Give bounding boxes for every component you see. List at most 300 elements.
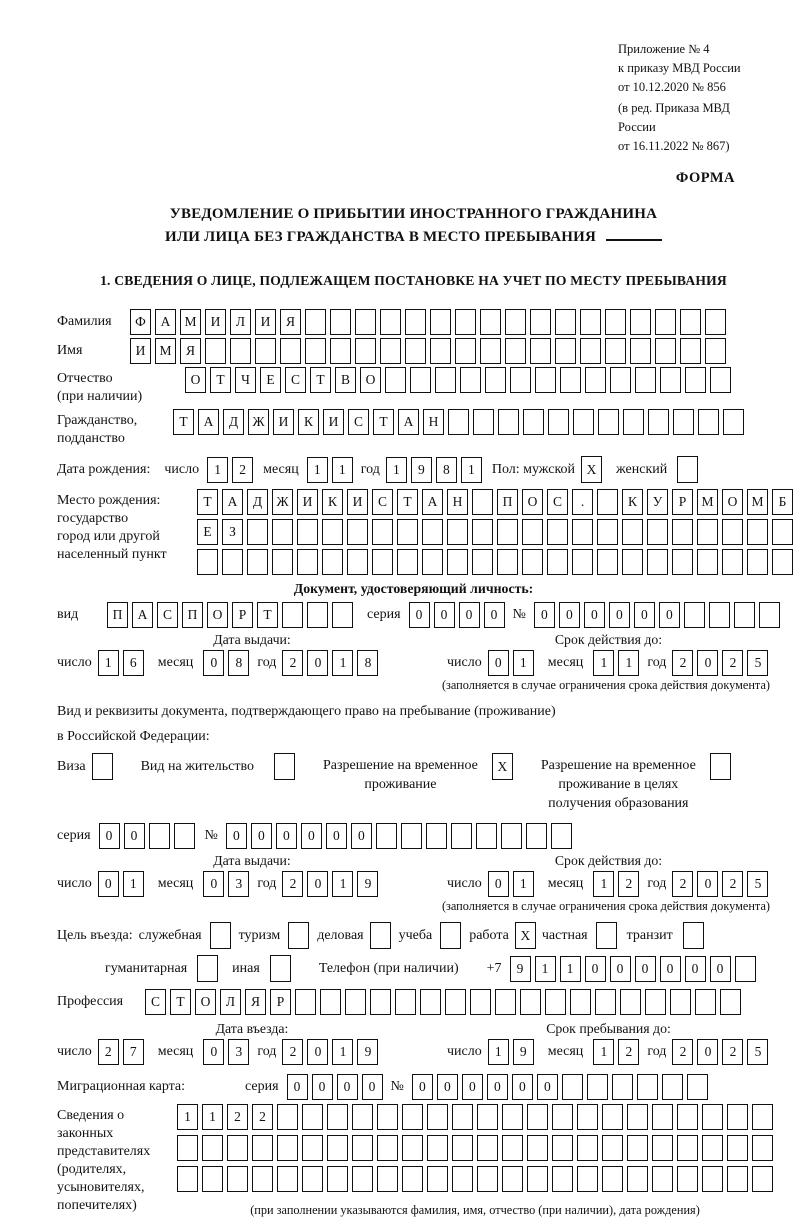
char-box[interactable]: 0	[584, 602, 605, 628]
char-box[interactable]: 0	[307, 871, 328, 897]
char-box[interactable]: Т	[173, 409, 194, 435]
char-box[interactable]: 0	[124, 823, 145, 849]
purpose-other-checkbox[interactable]	[270, 955, 291, 982]
char-box[interactable]: В	[335, 367, 356, 393]
char-box[interactable]: Т	[397, 489, 418, 515]
char-box[interactable]	[647, 549, 668, 575]
char-box[interactable]	[697, 519, 718, 545]
char-box[interactable]	[295, 989, 316, 1015]
char-box[interactable]	[547, 519, 568, 545]
char-box[interactable]	[662, 1074, 683, 1100]
char-box[interactable]: 2	[282, 1039, 303, 1065]
char-box[interactable]	[472, 519, 493, 545]
char-box[interactable]	[297, 549, 318, 575]
char-box[interactable]	[551, 823, 572, 849]
char-box[interactable]: 3	[228, 871, 249, 897]
char-box[interactable]	[527, 1104, 548, 1130]
char-box[interactable]: М	[155, 338, 176, 364]
char-box[interactable]: Д	[223, 409, 244, 435]
char-box[interactable]: Л	[220, 989, 241, 1015]
char-box[interactable]	[177, 1166, 198, 1192]
char-box[interactable]	[376, 823, 397, 849]
char-box[interactable]	[385, 367, 406, 393]
char-box[interactable]: И	[323, 409, 344, 435]
char-box[interactable]: И	[347, 489, 368, 515]
char-box[interactable]: 0	[609, 602, 630, 628]
char-box[interactable]: 5	[747, 871, 768, 897]
char-box[interactable]: 2	[672, 650, 693, 676]
temporary-permit-checkbox[interactable]: X	[492, 753, 513, 780]
char-box[interactable]	[452, 1104, 473, 1130]
char-box[interactable]	[526, 823, 547, 849]
char-box[interactable]	[710, 367, 731, 393]
char-box[interactable]: 2	[618, 871, 639, 897]
char-box[interactable]: 0	[226, 823, 247, 849]
char-box[interactable]	[307, 602, 328, 628]
char-box[interactable]: 0	[409, 602, 430, 628]
char-box[interactable]	[752, 1104, 773, 1130]
char-box[interactable]: К	[622, 489, 643, 515]
char-box[interactable]: А	[198, 409, 219, 435]
char-box[interactable]: 2	[232, 457, 253, 483]
char-box[interactable]	[197, 549, 218, 575]
char-box[interactable]	[402, 1135, 423, 1161]
char-box[interactable]: С	[348, 409, 369, 435]
char-box[interactable]	[402, 1166, 423, 1192]
char-box[interactable]	[727, 1135, 748, 1161]
char-box[interactable]	[347, 519, 368, 545]
char-box[interactable]	[735, 956, 756, 982]
char-box[interactable]: 0	[537, 1074, 558, 1100]
char-box[interactable]	[252, 1166, 273, 1192]
char-box[interactable]	[510, 367, 531, 393]
char-box[interactable]: 0	[559, 602, 580, 628]
char-box[interactable]: 0	[351, 823, 372, 849]
char-box[interactable]	[645, 989, 666, 1015]
char-box[interactable]	[327, 1166, 348, 1192]
char-box[interactable]: .	[572, 489, 593, 515]
char-box[interactable]	[352, 1135, 373, 1161]
char-box[interactable]	[297, 519, 318, 545]
char-box[interactable]	[222, 549, 243, 575]
char-box[interactable]: 0	[203, 1039, 224, 1065]
char-box[interactable]	[723, 409, 744, 435]
char-box[interactable]: 7	[123, 1039, 144, 1065]
char-box[interactable]	[502, 1166, 523, 1192]
char-box[interactable]	[672, 519, 693, 545]
char-box[interactable]	[695, 989, 716, 1015]
char-box[interactable]	[472, 549, 493, 575]
char-box[interactable]	[302, 1135, 323, 1161]
char-box[interactable]	[174, 823, 195, 849]
char-box[interactable]: П	[182, 602, 203, 628]
char-box[interactable]: П	[497, 489, 518, 515]
char-box[interactable]: 1	[202, 1104, 223, 1130]
char-box[interactable]: 1	[488, 1039, 509, 1065]
char-box[interactable]	[347, 549, 368, 575]
char-box[interactable]	[426, 823, 447, 849]
char-box[interactable]	[427, 1104, 448, 1130]
char-box[interactable]	[397, 519, 418, 545]
char-box[interactable]: С	[372, 489, 393, 515]
char-box[interactable]: 2	[282, 871, 303, 897]
char-box[interactable]	[380, 338, 401, 364]
char-box[interactable]	[697, 549, 718, 575]
char-box[interactable]: 0	[434, 602, 455, 628]
char-box[interactable]	[452, 1135, 473, 1161]
char-box[interactable]: 0	[459, 602, 480, 628]
char-box[interactable]: 9	[513, 1039, 534, 1065]
char-box[interactable]: 2	[618, 1039, 639, 1065]
char-box[interactable]	[332, 602, 353, 628]
char-box[interactable]	[377, 1166, 398, 1192]
char-box[interactable]: 1	[98, 650, 119, 676]
char-box[interactable]	[605, 338, 626, 364]
visa-checkbox[interactable]	[92, 753, 113, 780]
char-box[interactable]	[555, 338, 576, 364]
char-box[interactable]	[572, 519, 593, 545]
char-box[interactable]	[747, 519, 768, 545]
char-box[interactable]	[377, 1104, 398, 1130]
char-box[interactable]	[677, 1104, 698, 1130]
char-box[interactable]: А	[422, 489, 443, 515]
purpose-work-checkbox[interactable]: X	[515, 922, 536, 949]
char-box[interactable]	[435, 367, 456, 393]
char-box[interactable]	[272, 519, 293, 545]
char-box[interactable]: Я	[280, 309, 301, 335]
char-box[interactable]	[327, 1104, 348, 1130]
char-box[interactable]	[352, 1166, 373, 1192]
char-box[interactable]	[552, 1104, 573, 1130]
char-box[interactable]: 9	[510, 956, 531, 982]
char-box[interactable]	[445, 989, 466, 1015]
char-box[interactable]: Л	[230, 309, 251, 335]
char-box[interactable]	[573, 409, 594, 435]
char-box[interactable]	[372, 519, 393, 545]
char-box[interactable]	[476, 823, 497, 849]
char-box[interactable]	[772, 549, 793, 575]
char-box[interactable]: З	[222, 519, 243, 545]
char-box[interactable]	[562, 1074, 583, 1100]
char-box[interactable]: Ф	[130, 309, 151, 335]
purpose-private-checkbox[interactable]	[596, 922, 617, 949]
char-box[interactable]: Т	[197, 489, 218, 515]
char-box[interactable]	[470, 989, 491, 1015]
char-box[interactable]	[673, 409, 694, 435]
char-box[interactable]: Т	[373, 409, 394, 435]
char-box[interactable]: 1	[332, 1039, 353, 1065]
char-box[interactable]	[377, 1135, 398, 1161]
char-box[interactable]	[602, 1166, 623, 1192]
purpose-tourism-checkbox[interactable]	[288, 922, 309, 949]
char-box[interactable]	[552, 1166, 573, 1192]
residence-permit-checkbox[interactable]	[274, 753, 295, 780]
char-box[interactable]: О	[207, 602, 228, 628]
char-box[interactable]	[472, 489, 493, 515]
char-box[interactable]: Т	[310, 367, 331, 393]
char-box[interactable]	[635, 367, 656, 393]
char-box[interactable]: Е	[260, 367, 281, 393]
char-box[interactable]: 0	[287, 1074, 308, 1100]
char-box[interactable]	[480, 309, 501, 335]
char-box[interactable]: 8	[357, 650, 378, 676]
char-box[interactable]	[430, 338, 451, 364]
char-box[interactable]: Р	[270, 989, 291, 1015]
char-box[interactable]	[247, 549, 268, 575]
char-box[interactable]: 0	[412, 1074, 433, 1100]
char-box[interactable]: 1	[593, 650, 614, 676]
char-box[interactable]	[772, 519, 793, 545]
char-box[interactable]	[477, 1135, 498, 1161]
char-box[interactable]	[598, 409, 619, 435]
char-box[interactable]: 1	[307, 457, 328, 483]
char-box[interactable]: 2	[252, 1104, 273, 1130]
char-box[interactable]	[498, 409, 519, 435]
char-box[interactable]: 2	[282, 650, 303, 676]
char-box[interactable]: 1	[177, 1104, 198, 1130]
char-box[interactable]	[327, 1135, 348, 1161]
char-box[interactable]	[705, 309, 726, 335]
char-box[interactable]: 0	[697, 871, 718, 897]
char-box[interactable]: Т	[257, 602, 278, 628]
char-box[interactable]	[597, 519, 618, 545]
char-box[interactable]	[530, 338, 551, 364]
char-box[interactable]: 1	[207, 457, 228, 483]
char-box[interactable]: 0	[488, 650, 509, 676]
char-box[interactable]: 0	[659, 602, 680, 628]
char-box[interactable]	[330, 338, 351, 364]
char-box[interactable]: 0	[203, 650, 224, 676]
char-box[interactable]: 1	[513, 871, 534, 897]
char-box[interactable]: Н	[423, 409, 444, 435]
char-box[interactable]: 0	[326, 823, 347, 849]
char-box[interactable]	[422, 519, 443, 545]
char-box[interactable]	[355, 309, 376, 335]
char-box[interactable]: 9	[357, 871, 378, 897]
char-box[interactable]	[622, 549, 643, 575]
char-box[interactable]: 1	[332, 457, 353, 483]
char-box[interactable]	[702, 1104, 723, 1130]
char-box[interactable]	[680, 338, 701, 364]
char-box[interactable]	[355, 338, 376, 364]
char-box[interactable]	[455, 309, 476, 335]
char-box[interactable]: 0	[697, 1039, 718, 1065]
char-box[interactable]	[637, 1074, 658, 1100]
char-box[interactable]: 0	[462, 1074, 483, 1100]
char-box[interactable]	[547, 549, 568, 575]
char-box[interactable]: 0	[307, 650, 328, 676]
char-box[interactable]	[405, 309, 426, 335]
char-box[interactable]: 0	[98, 871, 119, 897]
char-box[interactable]	[652, 1135, 673, 1161]
purpose-transit-checkbox[interactable]	[683, 922, 704, 949]
char-box[interactable]	[597, 489, 618, 515]
char-box[interactable]: 0	[697, 650, 718, 676]
char-box[interactable]	[302, 1166, 323, 1192]
char-box[interactable]	[277, 1166, 298, 1192]
char-box[interactable]	[677, 1166, 698, 1192]
char-box[interactable]	[422, 549, 443, 575]
char-box[interactable]: О	[722, 489, 743, 515]
char-box[interactable]	[302, 1104, 323, 1130]
char-box[interactable]: М	[697, 489, 718, 515]
char-box[interactable]	[401, 823, 422, 849]
char-box[interactable]: 0	[251, 823, 272, 849]
char-box[interactable]	[759, 602, 780, 628]
char-box[interactable]	[610, 367, 631, 393]
char-box[interactable]: 2	[672, 1039, 693, 1065]
char-box[interactable]: 5	[747, 1039, 768, 1065]
char-box[interactable]: 0	[487, 1074, 508, 1100]
char-box[interactable]	[522, 549, 543, 575]
char-box[interactable]: А	[398, 409, 419, 435]
char-box[interactable]: Т	[210, 367, 231, 393]
char-box[interactable]	[630, 309, 651, 335]
char-box[interactable]: 1	[535, 956, 556, 982]
char-box[interactable]: 1	[332, 871, 353, 897]
char-box[interactable]	[230, 338, 251, 364]
char-box[interactable]	[305, 309, 326, 335]
char-box[interactable]	[397, 549, 418, 575]
char-box[interactable]	[602, 1104, 623, 1130]
char-box[interactable]: 0	[710, 956, 731, 982]
char-box[interactable]	[473, 409, 494, 435]
char-box[interactable]	[652, 1166, 673, 1192]
char-box[interactable]	[577, 1104, 598, 1130]
char-box[interactable]	[505, 309, 526, 335]
char-box[interactable]	[227, 1135, 248, 1161]
char-box[interactable]: 0	[534, 602, 555, 628]
char-box[interactable]	[520, 989, 541, 1015]
char-box[interactable]: 1	[332, 650, 353, 676]
char-box[interactable]	[501, 823, 522, 849]
char-box[interactable]: С	[157, 602, 178, 628]
char-box[interactable]	[595, 989, 616, 1015]
char-box[interactable]	[410, 367, 431, 393]
char-box[interactable]: Т	[170, 989, 191, 1015]
char-box[interactable]: М	[747, 489, 768, 515]
char-box[interactable]	[720, 989, 741, 1015]
char-box[interactable]: 1	[461, 457, 482, 483]
char-box[interactable]: Я	[245, 989, 266, 1015]
char-box[interactable]	[380, 309, 401, 335]
char-box[interactable]: 2	[722, 1039, 743, 1065]
char-box[interactable]	[202, 1135, 223, 1161]
purpose-official-checkbox[interactable]	[210, 922, 231, 949]
char-box[interactable]	[680, 309, 701, 335]
char-box[interactable]	[627, 1135, 648, 1161]
char-box[interactable]: 2	[722, 650, 743, 676]
char-box[interactable]: 0	[635, 956, 656, 982]
char-box[interactable]: 1	[593, 871, 614, 897]
char-box[interactable]	[202, 1166, 223, 1192]
char-box[interactable]	[523, 409, 544, 435]
char-box[interactable]	[747, 549, 768, 575]
char-box[interactable]	[255, 338, 276, 364]
char-box[interactable]	[460, 367, 481, 393]
char-box[interactable]	[277, 1104, 298, 1130]
char-box[interactable]	[177, 1135, 198, 1161]
char-box[interactable]	[477, 1104, 498, 1130]
char-box[interactable]: 8	[228, 650, 249, 676]
education-permit-checkbox[interactable]	[710, 753, 731, 780]
char-box[interactable]: 2	[98, 1039, 119, 1065]
char-box[interactable]	[752, 1135, 773, 1161]
purpose-business-checkbox[interactable]	[370, 922, 391, 949]
char-box[interactable]	[627, 1166, 648, 1192]
char-box[interactable]: 2	[227, 1104, 248, 1130]
char-box[interactable]	[560, 367, 581, 393]
char-box[interactable]	[427, 1135, 448, 1161]
char-box[interactable]	[535, 367, 556, 393]
char-box[interactable]	[709, 602, 730, 628]
char-box[interactable]	[447, 519, 468, 545]
char-box[interactable]	[577, 1135, 598, 1161]
char-box[interactable]: И	[205, 309, 226, 335]
char-box[interactable]: 2	[672, 871, 693, 897]
char-box[interactable]	[149, 823, 170, 849]
char-box[interactable]	[698, 409, 719, 435]
char-box[interactable]: 1	[618, 650, 639, 676]
char-box[interactable]	[205, 338, 226, 364]
char-box[interactable]: У	[647, 489, 668, 515]
char-box[interactable]	[722, 519, 743, 545]
char-box[interactable]	[452, 1166, 473, 1192]
char-box[interactable]	[722, 549, 743, 575]
char-box[interactable]	[685, 367, 706, 393]
char-box[interactable]	[527, 1135, 548, 1161]
char-box[interactable]	[655, 309, 676, 335]
char-box[interactable]: И	[273, 409, 294, 435]
char-box[interactable]	[648, 409, 669, 435]
char-box[interactable]: Б	[772, 489, 793, 515]
char-box[interactable]: 0	[301, 823, 322, 849]
char-box[interactable]: 9	[411, 457, 432, 483]
char-box[interactable]	[727, 1166, 748, 1192]
char-box[interactable]: С	[145, 989, 166, 1015]
char-box[interactable]: 0	[488, 871, 509, 897]
char-box[interactable]	[370, 989, 391, 1015]
char-box[interactable]: И	[297, 489, 318, 515]
char-box[interactable]	[497, 519, 518, 545]
char-box[interactable]	[702, 1166, 723, 1192]
char-box[interactable]	[572, 549, 593, 575]
char-box[interactable]: 1	[593, 1039, 614, 1065]
char-box[interactable]: О	[522, 489, 543, 515]
char-box[interactable]	[322, 519, 343, 545]
char-box[interactable]: И	[255, 309, 276, 335]
char-box[interactable]	[587, 1074, 608, 1100]
char-box[interactable]: 0	[484, 602, 505, 628]
char-box[interactable]: 5	[747, 650, 768, 676]
char-box[interactable]	[548, 409, 569, 435]
char-box[interactable]	[612, 1074, 633, 1100]
char-box[interactable]	[734, 602, 755, 628]
char-box[interactable]	[395, 989, 416, 1015]
sex-male-checkbox[interactable]: X	[581, 456, 602, 483]
char-box[interactable]	[280, 338, 301, 364]
char-box[interactable]	[527, 1166, 548, 1192]
char-box[interactable]: 0	[362, 1074, 383, 1100]
char-box[interactable]	[530, 309, 551, 335]
char-box[interactable]: О	[185, 367, 206, 393]
char-box[interactable]	[372, 549, 393, 575]
char-box[interactable]	[752, 1166, 773, 1192]
char-box[interactable]	[597, 549, 618, 575]
purpose-study-checkbox[interactable]	[440, 922, 461, 949]
char-box[interactable]: 8	[436, 457, 457, 483]
char-box[interactable]: 2	[722, 871, 743, 897]
